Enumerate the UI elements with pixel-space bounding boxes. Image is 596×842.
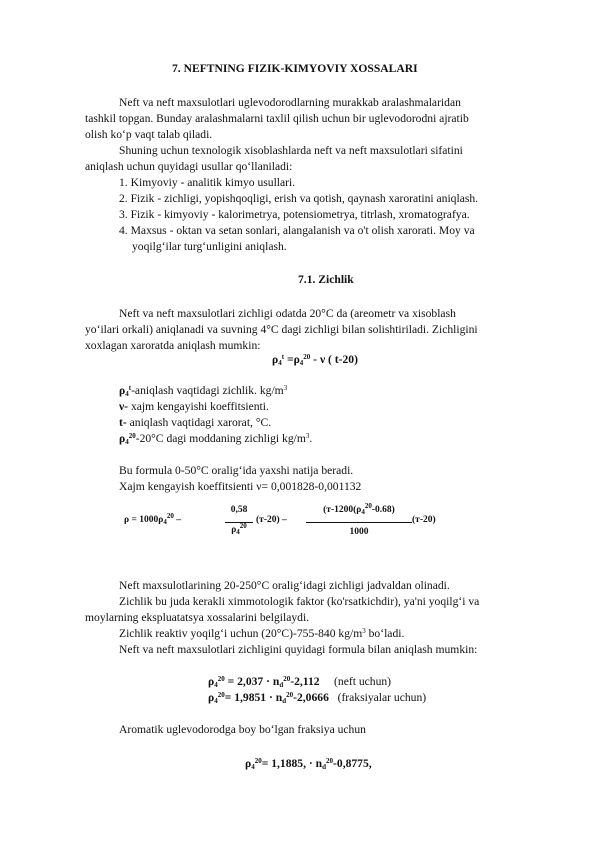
- fraction2-bar: [306, 522, 412, 523]
- list-text: Maxsus - oktan va setan sonlari, alangalanish va o't olish xarorati. Moy va: [130, 224, 475, 237]
- list-text: Kimyoviy - analitik kimyo usullari.: [130, 176, 296, 189]
- list-text: Fizik - zichligi, yopishqoqligi, erish va qotish, qaynash xaroratini aniqlash.: [130, 192, 479, 205]
- formula-note: Bu formula 0-50°C oralig‘ida yaxshi natija beradi.: [119, 464, 354, 477]
- chapter-title: 7. NEFTNING FIZIK-KIMYOVIY XOSSALARI: [172, 62, 418, 75]
- list-item: [119, 175, 295, 190]
- list-item: [119, 207, 470, 222]
- density-paragraph-line: Neft va neft maxsulotlari zichligi odatda 20°C da (areometr va xisoblash: [119, 307, 456, 320]
- intro-paragraph-line: Shuning uchun texnologik xisoblashlarda neft va neft maxsulotlari sifatini: [119, 144, 463, 157]
- density-paragraph-line: xoxlagan xaroratda aniqlash mumkin:: [85, 339, 261, 352]
- fraction1-denominator: $\rho_4^{20}$: [231, 522, 247, 536]
- intro-paragraph-line: olish ko‘p vaqt talab qiladi.: [85, 128, 213, 141]
- intro-paragraph-line: Neft va neft maxsulotlari uglevodorodlarning murakkab aralashmalaridan: [119, 96, 461, 109]
- factor-paragraph-line: moylarning ekspluatatsya xossalarini belgilaydi.: [85, 611, 310, 624]
- definition-line: t- aniqlash vaqtidagi xarorat, °C.: [119, 416, 272, 429]
- formula-tail: (т-20): [412, 515, 436, 525]
- formula-intro-line: Neft va neft maxsulotlari zichligini quyidagi formula bilan aniqlash mumkin:: [119, 643, 478, 656]
- density-paragraph-line: yo‘ilari orkali) aniqlanadi va suvning 4°C dagi zichligi bilan solishtiriladi. Zichligini: [85, 323, 478, 336]
- list-number: 4.: [119, 224, 128, 237]
- section-title: 7.1. Zichlik: [298, 273, 354, 286]
- formula-refraction-aromatic: $\rho_4^{20}= 1,1885$, · $n_d^{20}-0,8775$,: [245, 757, 372, 771]
- factor-paragraph-line: Zichlik bu juda kerakli ximmotologik faktor (ko'rsatkichdir), ya'ni yoqilg‘i va: [119, 595, 480, 608]
- list-item: [119, 191, 478, 206]
- fraction1-numerator: 0,58: [230, 505, 248, 515]
- reactive-fuel-line: Zichlik reaktiv yoqilg‘i uchun (20°C)-755-840 $kg/m^3$ bo‘ladi.: [119, 627, 405, 640]
- fraction2-denominator: 1000: [349, 527, 369, 537]
- formula-lhs: $\rho = 1000\rho_4^{20}$ –: [124, 512, 181, 526]
- definition-line: $\rho_4^t$-aniqlash vaqtidagi zichlik. $kg/m^3$: [119, 384, 288, 398]
- table-reference-line: Neft maxsulotlarining 20-250°C oralig‘idagi zichligi jadvaldan olinadi.: [119, 579, 450, 592]
- definition-line: $\rho_4^{20}-20^\circ C$ dagi moddaning zichligi $kg/m^3$.: [119, 432, 313, 446]
- list-number: 1.: [119, 176, 128, 189]
- formula-density-temperature: $\rho_4^t =\rho_4^{20} - \nu$ ( t-20): [272, 353, 358, 367]
- list-item-continuation: yoqilg‘ilar turg‘unligini aniqlash.: [132, 240, 287, 253]
- list-text: Fizik - kimyoviy - kalorimetrya, potensiometrya, titrlash, xromatografya.: [130, 208, 470, 221]
- intro-paragraph-line: aniqlash uchun quyidagi usullar qo‘llaniladi:: [85, 160, 293, 173]
- formula-refraction-fractions: $\rho_4^{20}= 1,9851 \cdot n_d^{20}-2,0666$ (fraksiyalar uchun): [208, 691, 427, 705]
- coefficient-line: Xajm kengayish koeffitsienti ν= 0,001828-0,001132: [119, 480, 362, 493]
- list-number: 3.: [119, 208, 128, 221]
- definition-line: ν- xajm kengayishi koeffitsienti.: [119, 400, 269, 413]
- fraction2-numerator: ($т-1200(\rho_4^{20}-0.68)$: [323, 502, 395, 516]
- list-number: 2.: [119, 192, 128, 205]
- formula-middle: (т-20) –: [256, 515, 287, 525]
- formula-refraction-oil: $\rho_4^{20} = 2,037 \cdot n_d^{20}-2,112$ (neft uchun): [208, 675, 392, 689]
- intro-paragraph-line: tashkil topgan. Bunday aralashmalarni taxlil qilish uchun bir uglevodorodni ajratib: [85, 112, 469, 125]
- list-item: [119, 223, 475, 238]
- aromatic-line: Aromatik uglevodorodga boy bo‘lgan fraksiya uchun: [119, 723, 366, 736]
